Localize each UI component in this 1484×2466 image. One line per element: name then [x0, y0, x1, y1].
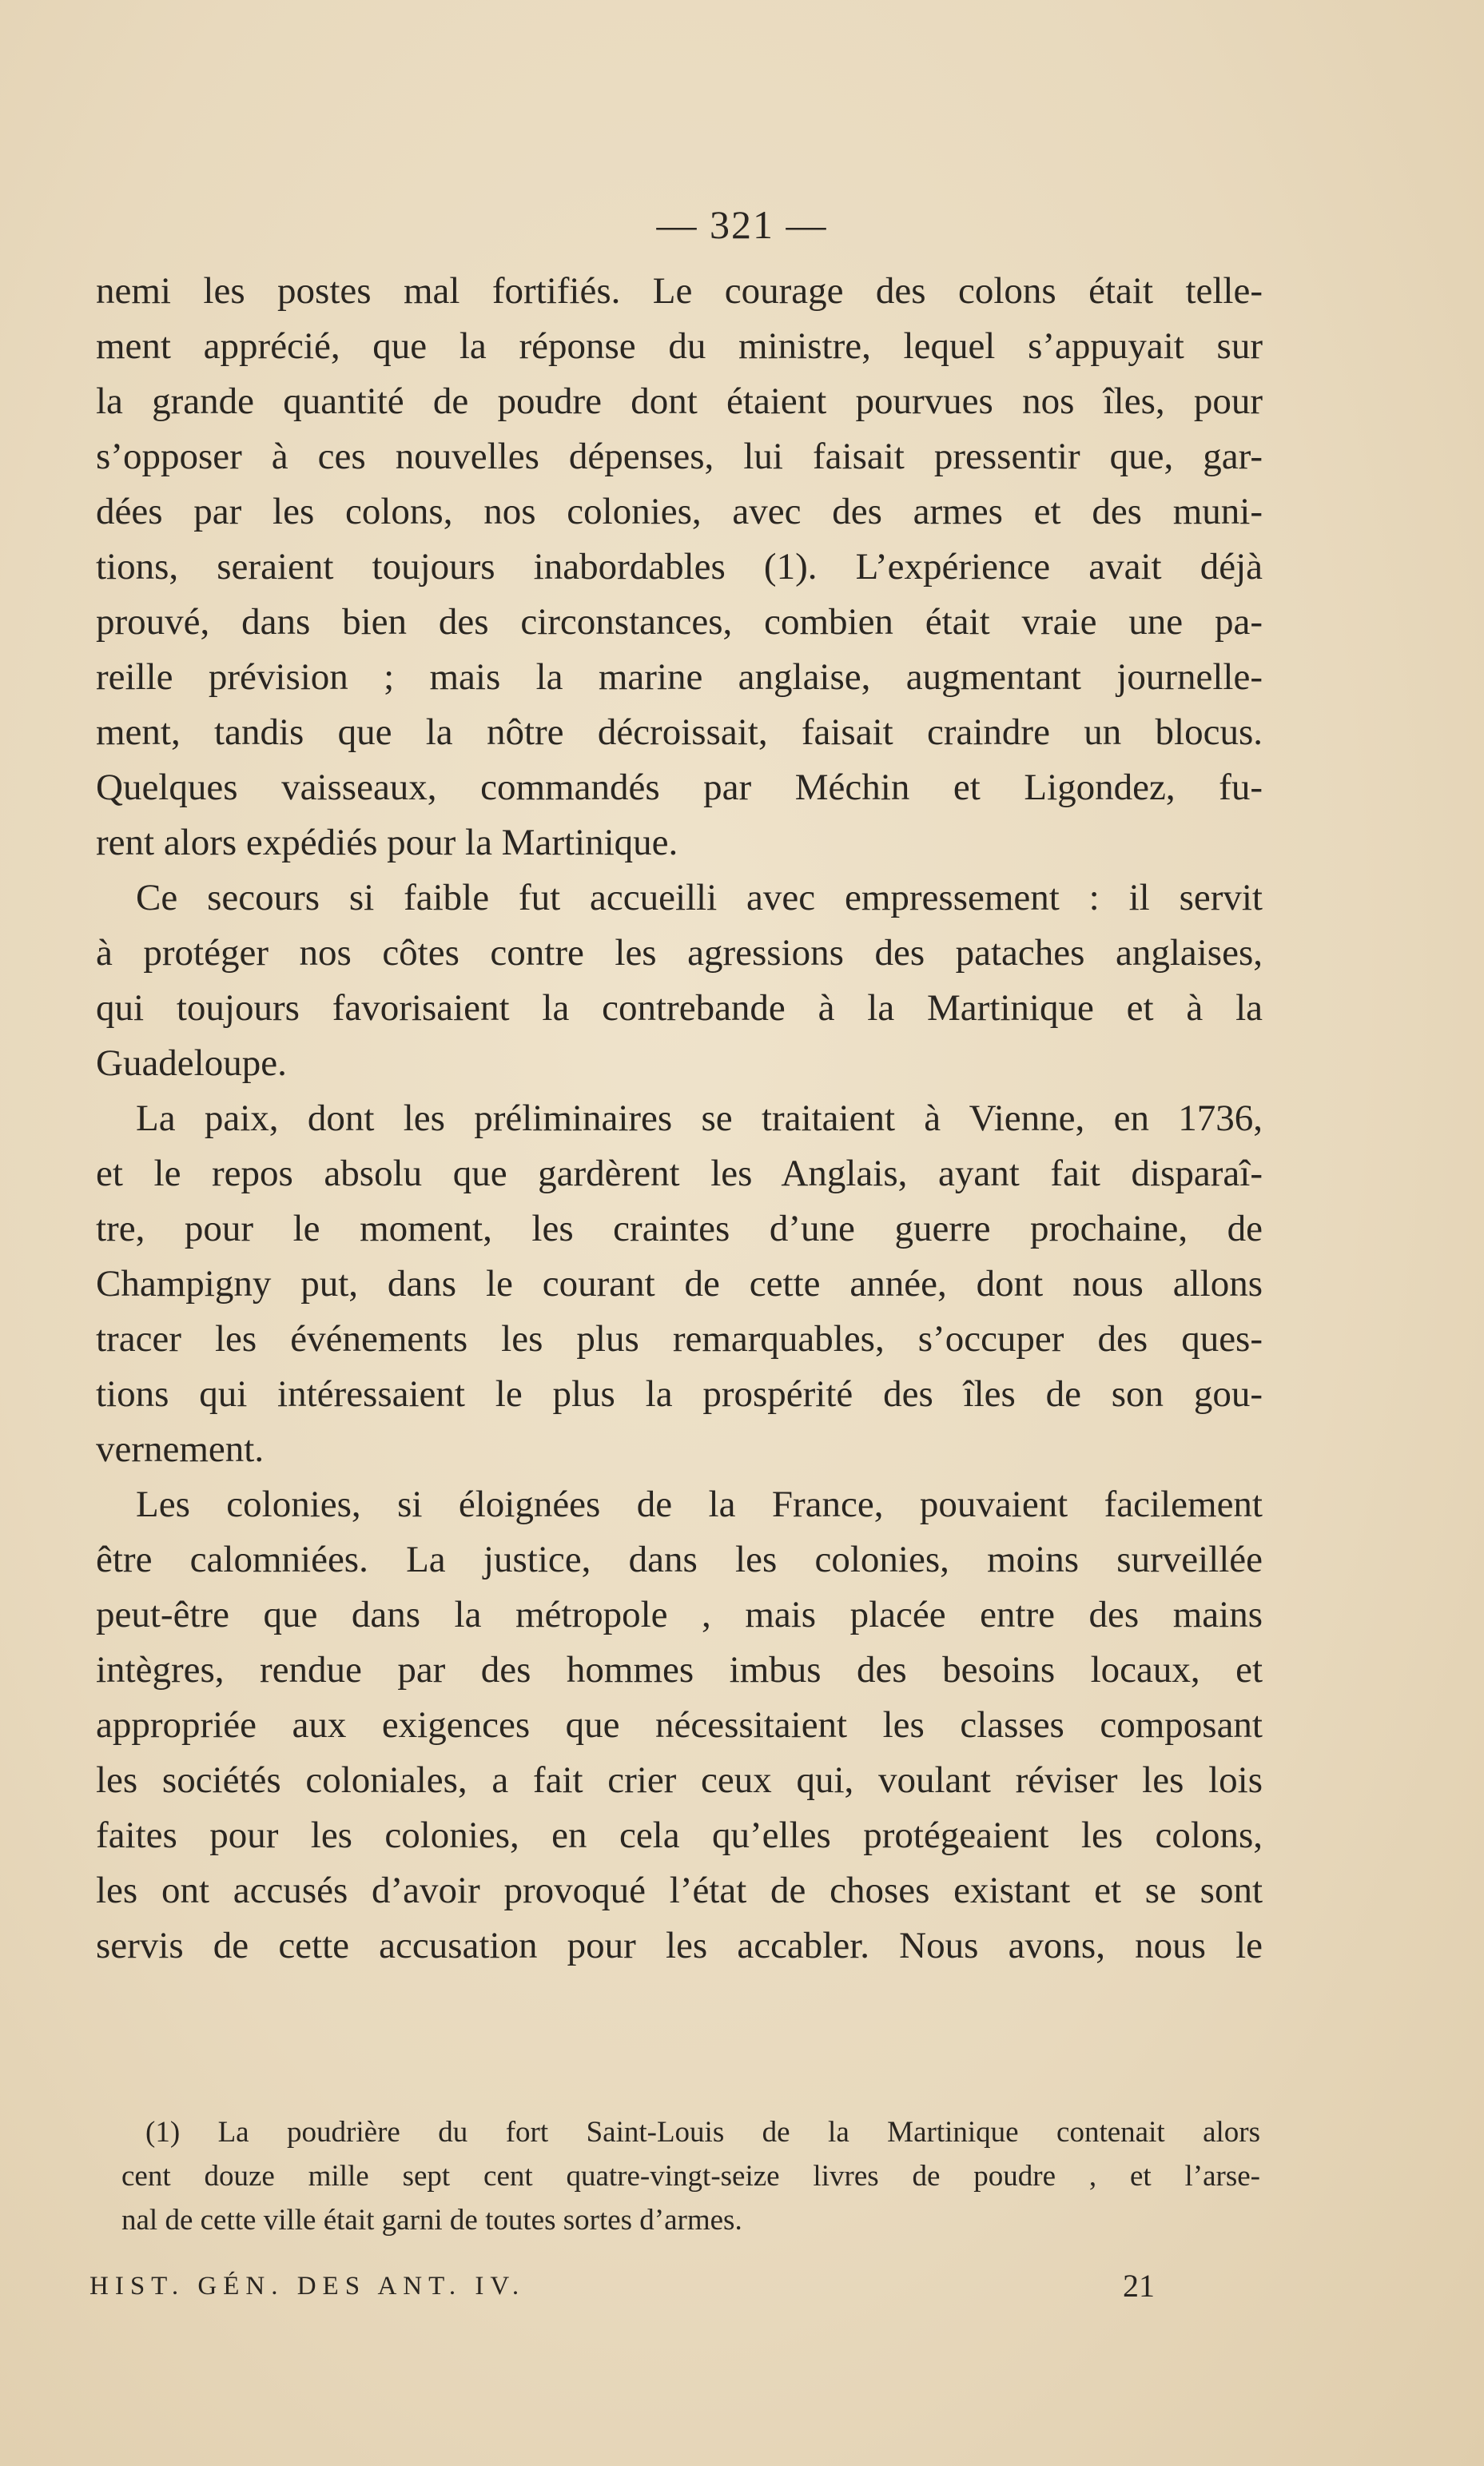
text-line: servis de cette accusation pour les accabler. Nous avons, nous le [96, 1925, 1263, 1966]
text-line: tre, pour le moment, les craintes d’une guerre prochaine, de [96, 1208, 1263, 1249]
text-line: La paix, dont les préliminaires se traitaient à Vienne, en 1736, [136, 1098, 1263, 1139]
text-line: prouvé, dans bien des circonstances, combien était vraie une pa- [96, 601, 1263, 643]
text-line: intègres, rendue par des hommes imbus des besoins locaux, et [96, 1649, 1263, 1691]
footnote-line: cent douze mille sept cent quatre-vingt-seize livres de poudre , et l’arse- [121, 2160, 1260, 2193]
page-number: — 321 — [656, 202, 828, 247]
text-line: reille prévision ; mais la marine anglaise, augmentant journelle- [96, 656, 1263, 698]
text-line: et le repos absolu que gardèrent les Anglais, ayant fait disparaî- [96, 1153, 1263, 1194]
text-line: qui toujours favorisaient la contrebande à la Martinique et à la [96, 987, 1263, 1029]
signature-mark: 21 [1123, 2268, 1155, 2304]
text-line: être calomniées. La justice, dans les colonies, moins surveillée [96, 1539, 1263, 1580]
text-line: nemi les postes mal fortifiés. Le courage des colons était telle- [96, 270, 1263, 312]
text-line: ment apprécié, que la réponse du ministre, lequel s’appuyait sur [96, 325, 1263, 367]
text-line: les sociétés coloniales, a fait crier ceux qui, voulant réviser les lois [96, 1759, 1263, 1801]
body-text [96, 264, 1263, 1974]
text-line: tions, seraient toujours inabordables (1). L’expérience avait déjà [96, 546, 1263, 588]
text-line: ment, tandis que la nôtre décroissait, faisait craindre un blocus. [96, 711, 1263, 753]
text-line: tracer les événements les plus remarquables, s’occuper des ques- [96, 1318, 1263, 1360]
footnote-line: (1) La poudrière du fort Saint-Louis de la Martinique contenait alors [145, 2116, 1260, 2149]
text-line: faites pour les colonies, en cela qu’elles protégeaient les colons, [96, 1815, 1263, 1856]
text-line: tions qui intéressaient le plus la prospérité des îles de son gou- [96, 1373, 1263, 1415]
text-line: les ont accusés d’avoir provoqué l’état de choses existant et se sont [96, 1870, 1263, 1911]
text-line: dées par les colons, nos colonies, avec des armes et des muni- [96, 491, 1263, 532]
text-line: appropriée aux exigences que nécessitaient les classes composant [96, 1704, 1263, 1746]
text-line: peut-être que dans la métropole , mais placée entre des mains [96, 1594, 1263, 1635]
text-line: vernement. [96, 1428, 265, 1470]
text-line: à protéger nos côtes contre les agressions des pataches anglaises, [96, 932, 1263, 974]
text-line: Guadeloupe. [96, 1042, 287, 1084]
footnotes [121, 2110, 1260, 2242]
footnote-line: nal de cette ville était garni de toutes sortes d’armes. [121, 2204, 742, 2237]
text-line: la grande quantité de poudre dont étaient pourvues nos îles, pour [96, 380, 1263, 422]
text-line: s’opposer à ces nouvelles dépenses, lui faisait pressentir que, gar- [96, 436, 1263, 477]
running-footer: HIST. GÉN. DES ANT. IV. [90, 2272, 526, 2301]
text-line: Champigny put, dans le courant de cette année, dont nous allons [96, 1263, 1263, 1305]
text-line: Les colonies, si éloignées de la France, pouvaient facilement [136, 1484, 1263, 1525]
text-line: rent alors expédiés pour la Martinique. [96, 822, 678, 863]
text-line: Ce secours si faible fut accueilli avec empressement : il servit [136, 877, 1263, 918]
text-line: Quelques vaisseaux, commandés par Méchin et Ligondez, fu- [96, 767, 1263, 808]
